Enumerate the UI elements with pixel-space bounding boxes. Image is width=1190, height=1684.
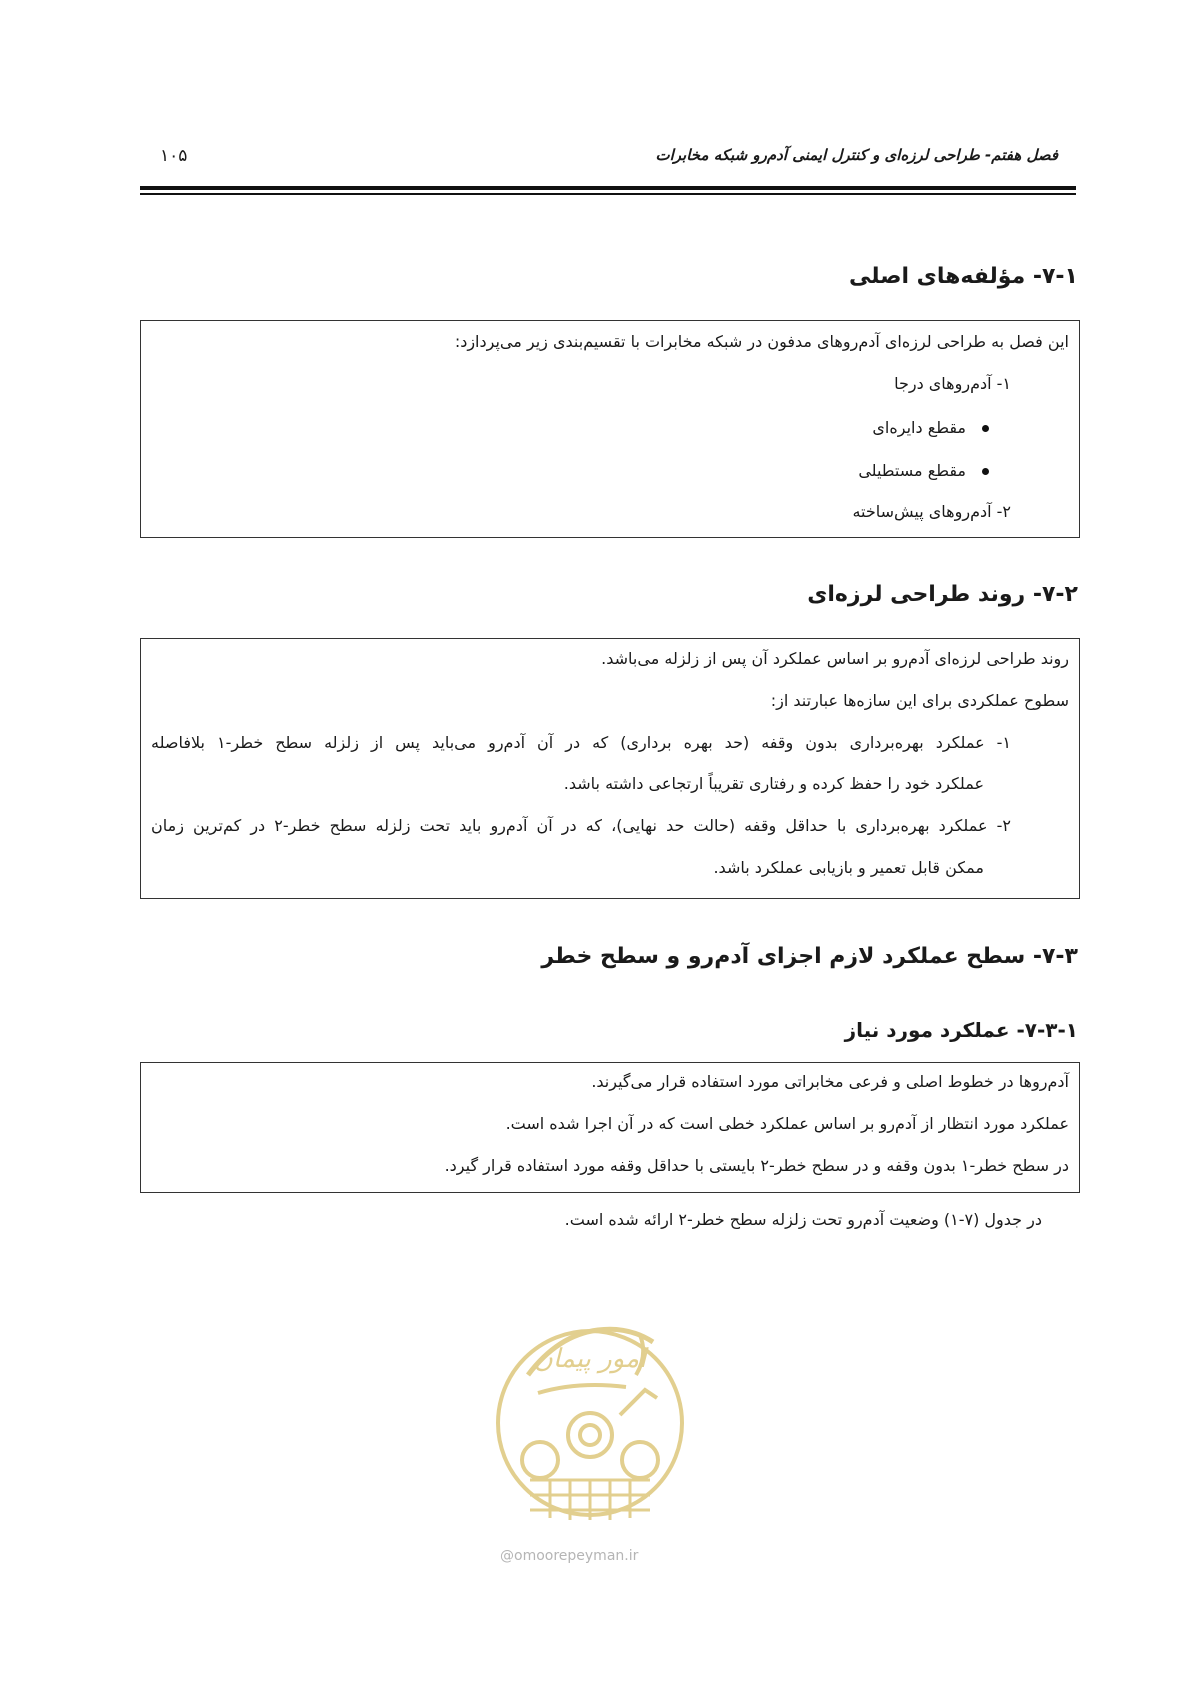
watermark-url: @omoorepeyman.ir — [500, 1548, 639, 1564]
header-rule — [140, 186, 1076, 190]
section-7-3-1-line-2: عملکرد مورد انتظار از آدم‌رو بر اساس عملکرد خطی است که در آن اجرا شده است. — [505, 1114, 1069, 1133]
section-7-3-1-line-3: در سطح خطر-۱ بدون وقفه و در سطح خطر-۲ بایستی با حداقل وقفه مورد استفاده قرار گیرد. — [444, 1156, 1069, 1175]
page-number: ۱۰۵ — [160, 146, 188, 166]
section-7-2-line-2: سطوح عملکردی برای این سازه‌ها عبارتند از: — [770, 691, 1069, 710]
bullet-icon — [982, 468, 989, 475]
section-7-1-intro: این فصل به طراحی لرزه‌ای آدم‌روهای مدفون در شبکه مخابرات با تقسیم‌بندی زیر می‌پردازد: — [454, 332, 1069, 351]
bullet-label: مقطع دایره‌ای — [872, 418, 966, 437]
section-7-3-1-box — [140, 1062, 1080, 1193]
watermark-logo — [490, 1305, 690, 1535]
section-heading-7-2: ۷-۲- روند طراحی لرزه‌ای — [807, 582, 1078, 607]
section-7-1-box — [140, 320, 1080, 538]
section-7-3-1-line-1: آدم‌روها در خطوط اصلی و فرعی مخابراتی مورد استفاده قرار می‌گیرند. — [591, 1072, 1069, 1091]
bullet-icon — [982, 425, 989, 432]
performance-level-2-continuation: ممکن قابل تعمیر و بازیابی عملکرد باشد. — [713, 858, 984, 877]
list-item-in-situ: ۱- آدم‌روهای درجا — [894, 374, 1011, 393]
watermark-logo-text: امور پیمان — [533, 1344, 647, 1374]
performance-level-1: ۱- عملکرد بهره‌برداری بدون وقفه (حد بهره برداری) که در آن آدم‌رو می‌باید پس از زلزله سطح خطر-۱ بلافاصله — [151, 733, 1012, 752]
performance-level-1-continuation: عملکرد خود را حفظ کرده و رفتاری تقریباً ارتجاعی داشته باشد. — [563, 774, 984, 793]
list-item-precast: ۲- آدم‌روهای پیش‌ساخته — [852, 502, 1011, 521]
bullet-item-circular — [872, 417, 989, 439]
header-rule-thin — [140, 193, 1076, 195]
section-heading-7-1: ۷-۱- مؤلفه‌های اصلی — [848, 264, 1078, 289]
subsection-heading-7-3-1: ۷-۳-۱- عملکرد مورد نیاز — [844, 1018, 1078, 1042]
bullet-item-rectangular — [858, 460, 989, 482]
running-title: فصل هفتم- طراحی لرزه‌ای و کنترل ایمنی آدم‌رو شبکه مخابرات — [655, 146, 1058, 164]
section-7-2-box — [140, 638, 1080, 899]
table-reference-text: در جدول (۷-۱) وضعیت آدم‌رو تحت زلزله سطح خطر-۲ ارائه شده است. — [564, 1210, 1042, 1229]
section-7-2-line-1: روند طراحی لرزه‌ای آدم‌رو بر اساس عملکرد آن پس از زلزله می‌باشد. — [601, 649, 1069, 668]
section-heading-7-3: ۷-۳- سطح عملکرد لازم اجزای آدم‌رو و سطح خطر — [541, 944, 1078, 969]
performance-level-2: ۲- عملکرد بهره‌برداری با حداقل وقفه (حالت حد نهایی)، که در آن آدم‌رو باید تحت زلزله سطح خطر-۲ در کم‌ترین زمان — [151, 816, 1011, 835]
bullet-label: مقطع مستطیلی — [858, 461, 966, 480]
